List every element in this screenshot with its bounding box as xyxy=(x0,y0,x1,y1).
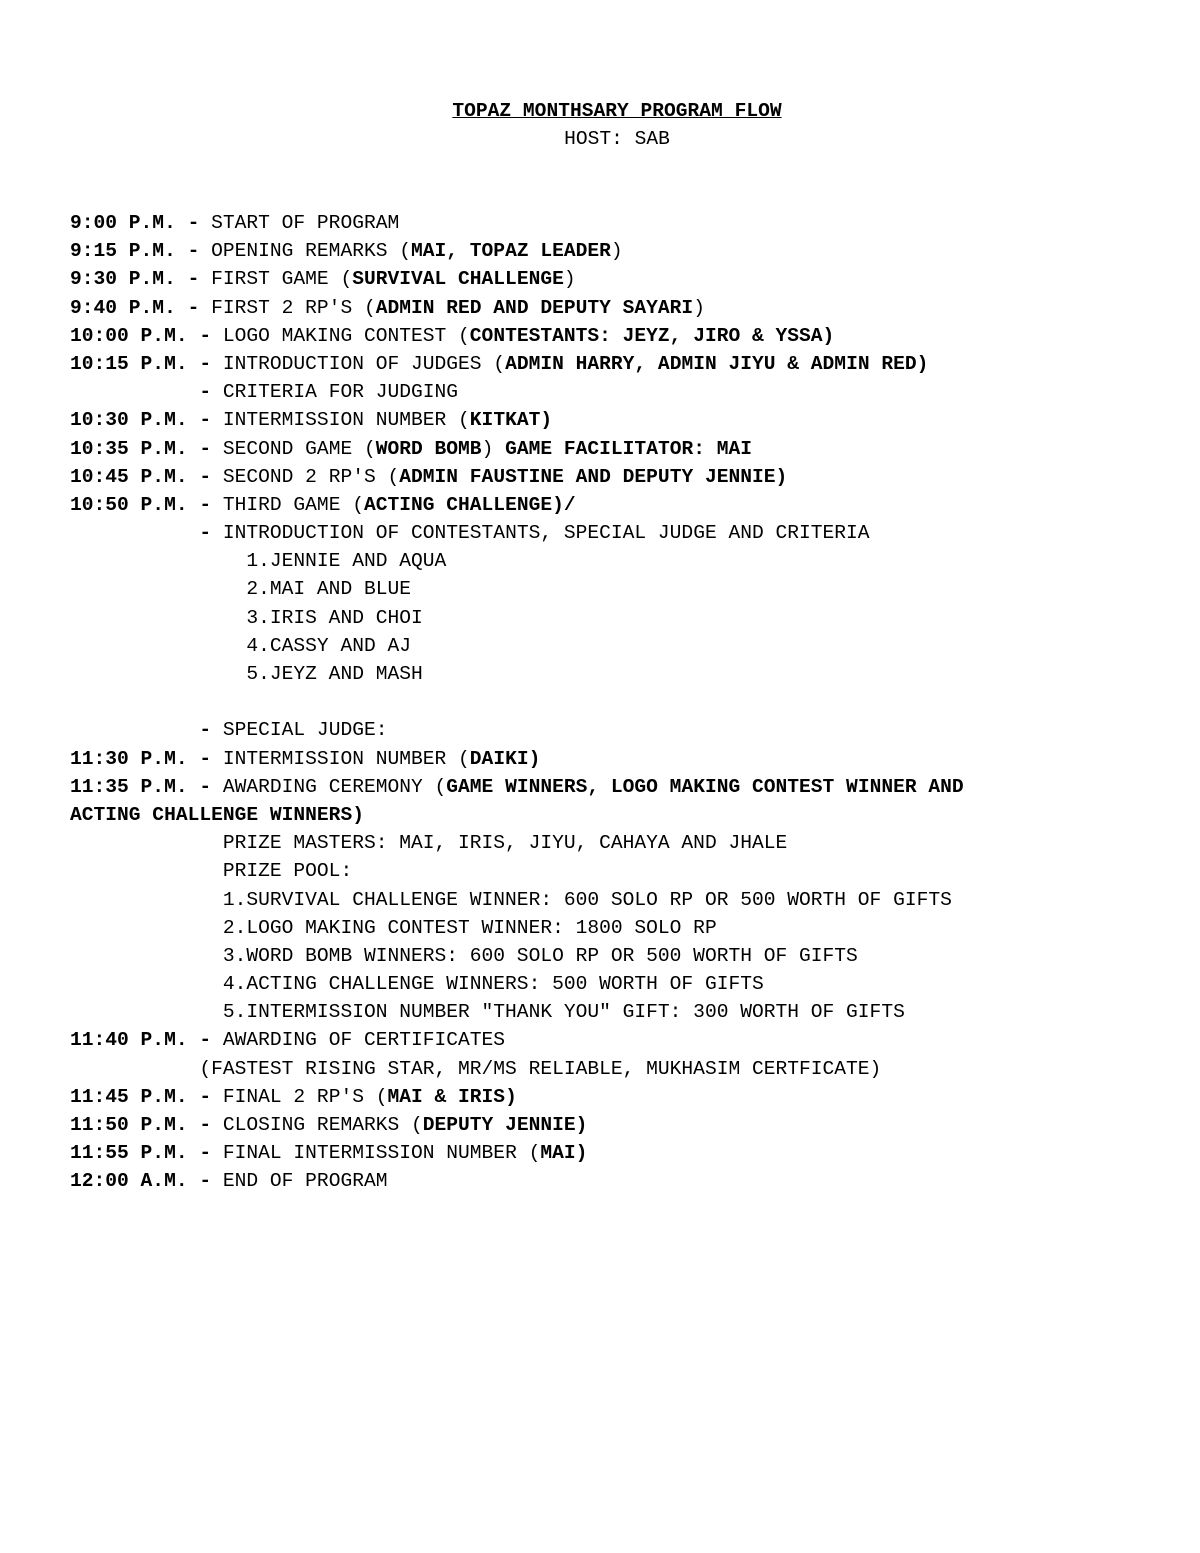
schedule-text-bold: WORD BOMB xyxy=(375,437,482,460)
document-title: TOPAZ MONTHSARY PROGRAM FLOW xyxy=(452,100,782,122)
schedule-line xyxy=(70,1139,1170,1167)
schedule-text-bold: DEPUTY JENNIE) xyxy=(422,1114,588,1136)
schedule-text: CLOSING REMARKS ( xyxy=(211,1114,423,1136)
schedule-text: FINAL INTERMISSION NUMBER ( xyxy=(211,1142,541,1165)
schedule-line xyxy=(70,1026,1170,1054)
schedule-text-bold: 10:45 P.M. - xyxy=(70,465,212,488)
schedule-text-bold: ADMIN RED AND DEPUTY SAYARI xyxy=(375,296,694,319)
schedule-text-bold: SURVIVAL CHALLENGE xyxy=(352,268,564,291)
schedule-text: 4.CASSY AND AJ xyxy=(70,634,411,657)
schedule-line xyxy=(70,265,1170,293)
schedule-line xyxy=(70,914,1170,942)
schedule-line xyxy=(70,519,1170,547)
schedule-text: THIRD GAME ( xyxy=(211,493,364,516)
schedule-line xyxy=(70,463,1170,491)
schedule-text: 3.IRIS AND CHOI xyxy=(70,606,423,629)
schedule-line xyxy=(70,801,1170,829)
schedule-line xyxy=(70,970,1170,998)
schedule-text: AWARDING CEREMONY ( xyxy=(211,775,447,798)
schedule-line xyxy=(70,886,1170,914)
schedule-line xyxy=(70,547,1170,575)
schedule-text: ) xyxy=(481,437,506,460)
schedule-line xyxy=(70,716,1170,744)
schedule-line xyxy=(70,1111,1170,1139)
schedule-line xyxy=(70,829,1170,857)
schedule-text-bold: 9:40 P.M. - xyxy=(70,296,200,319)
schedule-line xyxy=(70,688,1170,716)
schedule-text-bold: MAI, TOPAZ LEADER xyxy=(411,240,611,263)
schedule-text-bold: 9:15 P.M. - xyxy=(70,240,200,263)
schedule-line xyxy=(70,942,1170,970)
schedule-line xyxy=(70,1055,1170,1083)
schedule-text: ) xyxy=(610,240,623,263)
schedule-text: FIRST GAME ( xyxy=(199,268,353,291)
schedule-line xyxy=(70,350,1170,378)
schedule-text-bold: 11:45 P.M. - xyxy=(70,1085,212,1108)
schedule-line xyxy=(70,237,1170,265)
schedule-text: INTERMISSION NUMBER ( xyxy=(211,409,470,432)
schedule-text-bold: 11:35 P.M. - xyxy=(70,775,212,798)
schedule-text: END OF PROGRAM xyxy=(211,1170,388,1193)
schedule-text-bold: 10:35 P.M. - xyxy=(70,437,212,460)
schedule-text: (FASTEST RISING STAR, MR/MS RELIABLE, MUKHASIM CERTFICATE) xyxy=(70,1057,882,1080)
schedule-text: PRIZE MASTERS: MAI, IRIS, JIYU, CAHAYA AND JHALE xyxy=(70,832,788,855)
schedule-text-bold: 11:50 P.M. - xyxy=(70,1114,212,1136)
schedule-text: FINAL 2 RP'S ( xyxy=(211,1085,388,1108)
schedule-text-bold: ACTING CHALLENGE WINNERS) xyxy=(70,803,364,826)
schedule-text-bold: CONTESTANTS: JEYZ, JIRO & YSSA) xyxy=(469,324,835,347)
schedule-text-bold: GAME WINNERS, LOGO MAKING CONTEST WINNER AND xyxy=(446,775,964,798)
schedule-text-bold: - xyxy=(70,381,212,404)
schedule-line xyxy=(70,745,1170,773)
schedule-text-bold: MAI) xyxy=(540,1142,588,1165)
schedule-line xyxy=(70,209,1170,237)
schedule-text-bold: GAME FACILITATOR: MAI xyxy=(505,437,753,460)
schedule-text: OPENING REMARKS ( xyxy=(199,240,411,263)
schedule-line xyxy=(70,773,1170,801)
schedule-text-bold: ADMIN FAUSTINE AND DEPUTY JENNIE) xyxy=(399,465,788,488)
schedule-text-bold: ADMIN HARRY, ADMIN JIYU & ADMIN RED) xyxy=(505,352,929,375)
schedule-line xyxy=(70,435,1170,463)
schedule-text-bold: 11:55 P.M. - xyxy=(70,1142,212,1165)
schedule-line xyxy=(70,632,1170,660)
schedule-line xyxy=(70,604,1170,632)
schedule-text: CRITERIA FOR JUDGING xyxy=(211,381,459,404)
schedule-text: SECOND 2 RP'S ( xyxy=(211,465,400,488)
schedule-text-bold: 10:30 P.M. - xyxy=(70,409,212,432)
schedule-text-bold: DAIKI) xyxy=(469,747,541,770)
schedule-line xyxy=(70,575,1170,603)
schedule-text-bold: 10:50 P.M. - xyxy=(70,493,212,516)
schedule-text: START OF PROGRAM xyxy=(199,212,400,234)
schedule-text: 1.JENNIE AND AQUA xyxy=(70,550,447,573)
schedule-text-bold: 12:00 A.M. - xyxy=(70,1170,212,1193)
schedule-text: 2.LOGO MAKING CONTEST WINNER: 1800 SOLO RP xyxy=(70,916,717,939)
schedule-text: ) xyxy=(563,268,576,291)
schedule-line xyxy=(70,406,1170,434)
schedule-text: FIRST 2 RP'S ( xyxy=(199,296,376,319)
schedule-text: 2.MAI AND BLUE xyxy=(70,578,411,601)
schedule-text: LOGO MAKING CONTEST ( xyxy=(211,324,470,347)
schedule-text: 3.WORD BOMB WINNERS: 600 SOLO RP OR 500 WORTH OF GIFTS xyxy=(70,944,858,967)
schedule-text-bold: - xyxy=(70,719,212,742)
schedule-text-bold: ACTING CHALLENGE)/ xyxy=(363,493,576,516)
schedule-text: ) xyxy=(693,296,705,319)
schedule-line xyxy=(70,660,1170,688)
schedule-text-bold: 10:15 P.M. - xyxy=(70,352,212,375)
schedule-text-bold: 11:40 P.M. - xyxy=(70,1029,212,1052)
schedule-line xyxy=(70,322,1170,350)
schedule-line xyxy=(70,1083,1170,1111)
schedule-text: AWARDING OF CERTIFICATES xyxy=(211,1029,506,1052)
schedule-text: SPECIAL JUDGE: xyxy=(211,719,388,742)
schedule-text: INTRODUCTION OF JUDGES ( xyxy=(211,352,506,375)
schedule-text-bold: 9:00 P.M. - xyxy=(70,212,200,234)
schedule-text-bold: KITKAT) xyxy=(469,409,553,432)
schedule-text-bold: MAI & IRIS) xyxy=(387,1085,517,1108)
schedule-text-bold: 11:30 P.M. - xyxy=(70,747,212,770)
schedule-text: 4.ACTING CHALLENGE WINNERS: 500 WORTH OF GIFTS xyxy=(70,973,764,996)
schedule-text: INTERMISSION NUMBER ( xyxy=(211,747,470,770)
schedule-text: 1.SURVIVAL CHALLENGE WINNER: 600 SOLO RP OR 500 WORTH OF GIFTS xyxy=(70,888,952,911)
schedule-text: PRIZE POOL: xyxy=(70,860,353,883)
schedule-line xyxy=(70,998,1170,1026)
schedule-text: 5.INTERMISSION NUMBER "THANK YOU" GIFT: 300 WORTH OF GIFTS xyxy=(70,1001,905,1024)
schedule-text: INTRODUCTION OF CONTESTANTS, SPECIAL JUDGE AND CRITERIA xyxy=(211,522,870,545)
schedule-line xyxy=(70,378,1170,406)
schedule-line xyxy=(70,294,1170,322)
schedule-line xyxy=(70,1167,1170,1195)
schedule-text: 5.JEYZ AND MASH xyxy=(70,663,423,685)
schedule-text-bold: 10:00 P.M. - xyxy=(70,324,212,347)
program-schedule xyxy=(70,209,1170,1196)
schedule-text: SECOND GAME ( xyxy=(211,437,376,460)
schedule-text-bold: - xyxy=(70,522,212,545)
schedule-line xyxy=(70,491,1170,519)
host-line: HOST: SAB xyxy=(564,128,670,150)
schedule-line xyxy=(70,857,1170,885)
schedule-text-bold: 9:30 P.M. - xyxy=(70,268,200,291)
